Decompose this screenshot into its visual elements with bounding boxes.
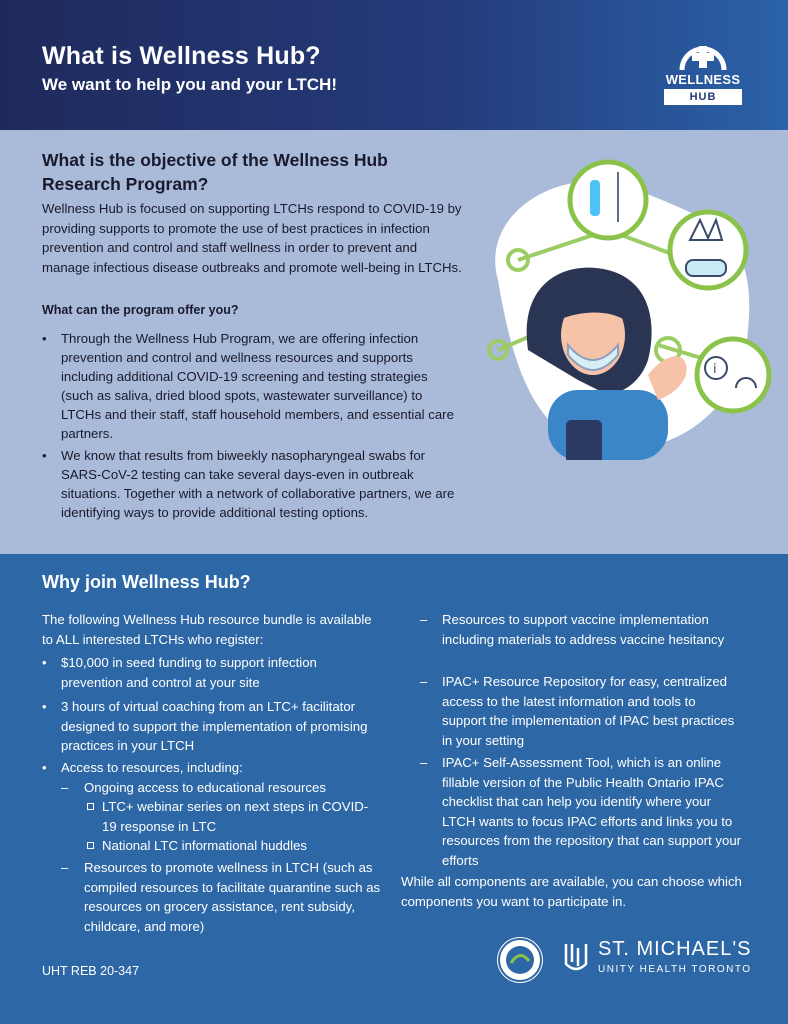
svg-text:i: i xyxy=(713,362,717,377)
bullet-icon: • xyxy=(42,699,47,714)
dash-icon: – xyxy=(420,612,428,627)
logo-wellness-text: WELLNESS xyxy=(665,72,741,87)
dash-icon: – xyxy=(420,674,428,689)
square-bullet-icon xyxy=(87,842,94,849)
why-intro: The following Wellness Hub resource bundle is available to ALL interested LTCHs who register: xyxy=(42,612,372,647)
square-bullet-icon xyxy=(87,803,94,810)
bullet-icon: • xyxy=(42,760,47,775)
why-bullet: 3 hours of virtual coaching from an LTC+ facilitator designed to support the implementation of promising practices in your LTCH xyxy=(61,699,368,753)
why-subsubitem: LTC+ webinar series on next steps in COVID-19 response in LTC xyxy=(102,799,369,834)
nurse-illustration xyxy=(458,150,778,460)
wellness-hub-logo xyxy=(662,36,744,106)
org-subname: UNITY HEALTH TORONTO xyxy=(598,964,752,975)
why-closing: While all components are available, you can choose which components you want to participate in. xyxy=(401,874,742,909)
why-bullet: Access to resources, including: xyxy=(61,760,243,775)
why-subitem: Ongoing access to educational resources xyxy=(84,780,326,795)
page-title: What is Wellness Hub? xyxy=(42,42,321,70)
dash-icon: – xyxy=(420,755,428,770)
objective-body: Wellness Hub is focused on supporting LTCHs respond to COVID-19 by providing supports to promote the use of best practices in infection prevention and control and staff wellness in order to prevent and manage infectious disease outbreaks and promote well-being in LTCHs. xyxy=(42,201,462,275)
bullet-icon: • xyxy=(42,448,47,463)
why-subitem: IPAC+ Self-Assessment Tool, which is an online fillable version of the Public Health Ontario IPAC checklist that can help you identify where your LTCH wants to focus IPAC efforts and links you to resources from the repository that can support your efforts xyxy=(442,755,742,868)
logo-hub-text: HUB xyxy=(664,89,742,105)
bullet-icon: • xyxy=(42,655,47,670)
why-subitem: IPAC+ Resource Repository for easy, centralized access to the latest information and tools to support the implementation of IPAC best practices in your setting xyxy=(442,674,735,748)
reb-reference: UHT REB 20-347 xyxy=(42,964,140,978)
why-subitem: Resources to support vaccine implementation including materials to address vaccine hesitancy xyxy=(442,612,725,647)
why-join-heading: Why join Wellness Hub? xyxy=(42,572,251,592)
bullet-icon: • xyxy=(42,331,47,346)
header-banner xyxy=(0,0,788,130)
unity-health-icon xyxy=(562,940,590,976)
why-subitem: Resources to promote wellness in LTCH (such as compiled resources to facilitate quarantine such as resources on grocery assistance, rent subsidy, childcare, and more) xyxy=(84,860,381,934)
offer-heading: What can the program offer you? xyxy=(42,303,239,317)
st-michaels-logo xyxy=(562,938,752,982)
why-subsubitem: National LTC informational huddles xyxy=(102,838,308,853)
dash-icon: – xyxy=(61,860,69,875)
objective-heading: What is the objective of the Wellness Hub Research Program? xyxy=(42,150,388,194)
why-bullet: $10,000 in seed funding to support infection prevention and control at your site xyxy=(61,655,317,690)
dash-icon: – xyxy=(61,780,69,795)
page-subtitle: We want to help you and your LTCH! xyxy=(42,75,337,94)
test-tube-icon xyxy=(570,162,646,238)
org-name: ST. MICHAEL'S xyxy=(598,938,752,960)
partner-seal-logo xyxy=(497,937,543,983)
